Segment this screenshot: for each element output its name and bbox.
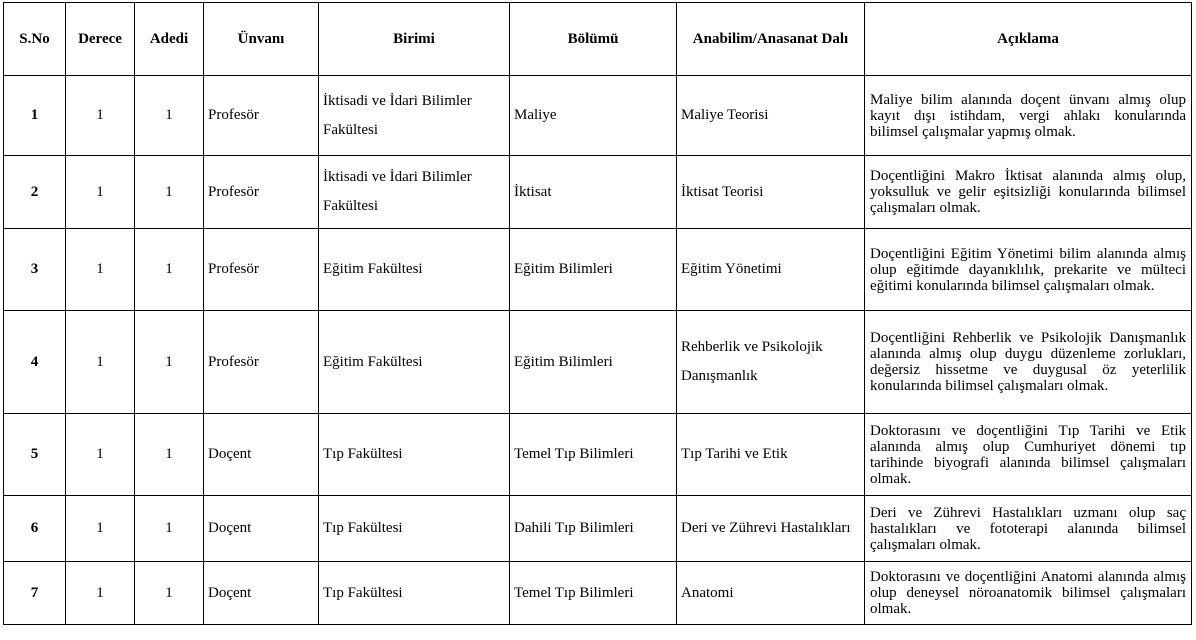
cell-unvani: Profesör <box>204 311 319 414</box>
cell-anabilim: Maliye Teorisi <box>677 76 865 156</box>
cell-bolumu: İktisat <box>510 156 677 229</box>
header-row <box>4 3 1192 76</box>
cell-anabilim: Anatomi <box>677 562 865 625</box>
cell-anabilim: Rehberlik ve Psikolojik Danışmanlık <box>677 311 865 414</box>
cell-sno: 4 <box>4 311 66 414</box>
table-row <box>4 311 1192 414</box>
cell-bolumu: Temel Tıp Bilimleri <box>510 562 677 625</box>
cell-birimi: Eğitim Fakültesi <box>319 311 510 414</box>
table-row <box>4 229 1192 311</box>
cell-derece: 1 <box>66 311 135 414</box>
header-unvani: Ünvanı <box>204 3 319 76</box>
cell-aciklama: Doktorasını ve doçentliğini Anatomi alanında almış olup deneysel nöroanatomik bilimsel çalışmaları olmak. <box>865 562 1192 625</box>
cell-aciklama: Maliye bilim alanında doçent ünvanı almış olup kayıt dışı istihdam, vergi ahlakı konularında bilimsel çalışmalar yapmış olmak. <box>865 76 1192 156</box>
cell-anabilim: Eğitim Yönetimi <box>677 229 865 311</box>
cell-adedi: 1 <box>135 311 204 414</box>
cell-bolumu: Dahili Tıp Bilimleri <box>510 496 677 562</box>
cell-anabilim: Tıp Tarihi ve Etik <box>677 414 865 496</box>
cell-derece: 1 <box>66 76 135 156</box>
cell-unvani: Doçent <box>204 562 319 625</box>
cell-sno: 2 <box>4 156 66 229</box>
cell-sno: 1 <box>4 76 66 156</box>
header-derece: Derece <box>66 3 135 76</box>
cell-derece: 1 <box>66 156 135 229</box>
table-row <box>4 496 1192 562</box>
cell-adedi: 1 <box>135 414 204 496</box>
cell-aciklama: Doçentliğini Makro İktisat alanında almış olup, yoksulluk ve gelir eşitsizliği konularında bilimsel çalışmaları olmak. <box>865 156 1192 229</box>
cell-aciklama: Doktorasını ve doçentliğini Tıp Tarihi ve Etik alanında almış olup Cumhuriyet dönemi tıp tarihinde biyografi alanında bilimsel çalışmaları olmak. <box>865 414 1192 496</box>
cell-derece: 1 <box>66 414 135 496</box>
cell-bolumu: Eğitim Bilimleri <box>510 229 677 311</box>
table-row <box>4 562 1192 625</box>
cell-sno: 7 <box>4 562 66 625</box>
cell-adedi: 1 <box>135 562 204 625</box>
cell-bolumu: Temel Tıp Bilimleri <box>510 414 677 496</box>
cell-bolumu: Eğitim Bilimleri <box>510 311 677 414</box>
cell-birimi: Tıp Fakültesi <box>319 414 510 496</box>
cell-adedi: 1 <box>135 229 204 311</box>
cell-adedi: 1 <box>135 496 204 562</box>
cell-sno: 3 <box>4 229 66 311</box>
header-bolumu: Bölümü <box>510 3 677 76</box>
cell-birimi: Eğitim Fakültesi <box>319 229 510 311</box>
header-sno: S.No <box>4 3 66 76</box>
cell-birimi: Tıp Fakültesi <box>319 562 510 625</box>
table-row <box>4 156 1192 229</box>
cell-birimi: Tıp Fakültesi <box>319 496 510 562</box>
header-aciklama: Açıklama <box>865 3 1192 76</box>
header-anabilim: Anabilim/Anasanat Dalı <box>677 3 865 76</box>
cell-aciklama: Doçentliğini Eğitim Yönetimi bilim alanında almış olup eğitimde dayanıklılık, prekarite ve mülteci eğitimi konularında bilimsel çalışmaları olmak. <box>865 229 1192 311</box>
cell-unvani: Doçent <box>204 496 319 562</box>
cell-aciklama: Deri ve Zührevi Hastalıkları uzmanı olup saç hastalıkları ve fototerapi alanında bilimsel çalışmaları olmak. <box>865 496 1192 562</box>
cell-anabilim: İktisat Teorisi <box>677 156 865 229</box>
cell-anabilim: Deri ve Zührevi Hastalıkları <box>677 496 865 562</box>
cell-derece: 1 <box>66 229 135 311</box>
cell-unvani: Profesör <box>204 156 319 229</box>
cell-sno: 6 <box>4 496 66 562</box>
staff-positions-table <box>3 2 1192 625</box>
cell-birimi: İktisadi ve İdari Bilimler Fakültesi <box>319 76 510 156</box>
cell-bolumu: Maliye <box>510 76 677 156</box>
table-row <box>4 414 1192 496</box>
cell-unvani: Doçent <box>204 414 319 496</box>
cell-unvani: Profesör <box>204 229 319 311</box>
cell-birimi: İktisadi ve İdari Bilimler Fakültesi <box>319 156 510 229</box>
cell-adedi: 1 <box>135 156 204 229</box>
cell-derece: 1 <box>66 496 135 562</box>
cell-unvani: Profesör <box>204 76 319 156</box>
header-birimi: Birimi <box>319 3 510 76</box>
cell-adedi: 1 <box>135 76 204 156</box>
header-adedi: Adedi <box>135 3 204 76</box>
table-row <box>4 76 1192 156</box>
cell-derece: 1 <box>66 562 135 625</box>
cell-aciklama: Doçentliğini Rehberlik ve Psikolojik Danışmanlık alanında almış olup duygu düzenleme zorlukları, değersiz hissetme ve duygusal öz yeterlilik konularında bilimsel çalışmaları olmak. <box>865 311 1192 414</box>
cell-sno: 5 <box>4 414 66 496</box>
